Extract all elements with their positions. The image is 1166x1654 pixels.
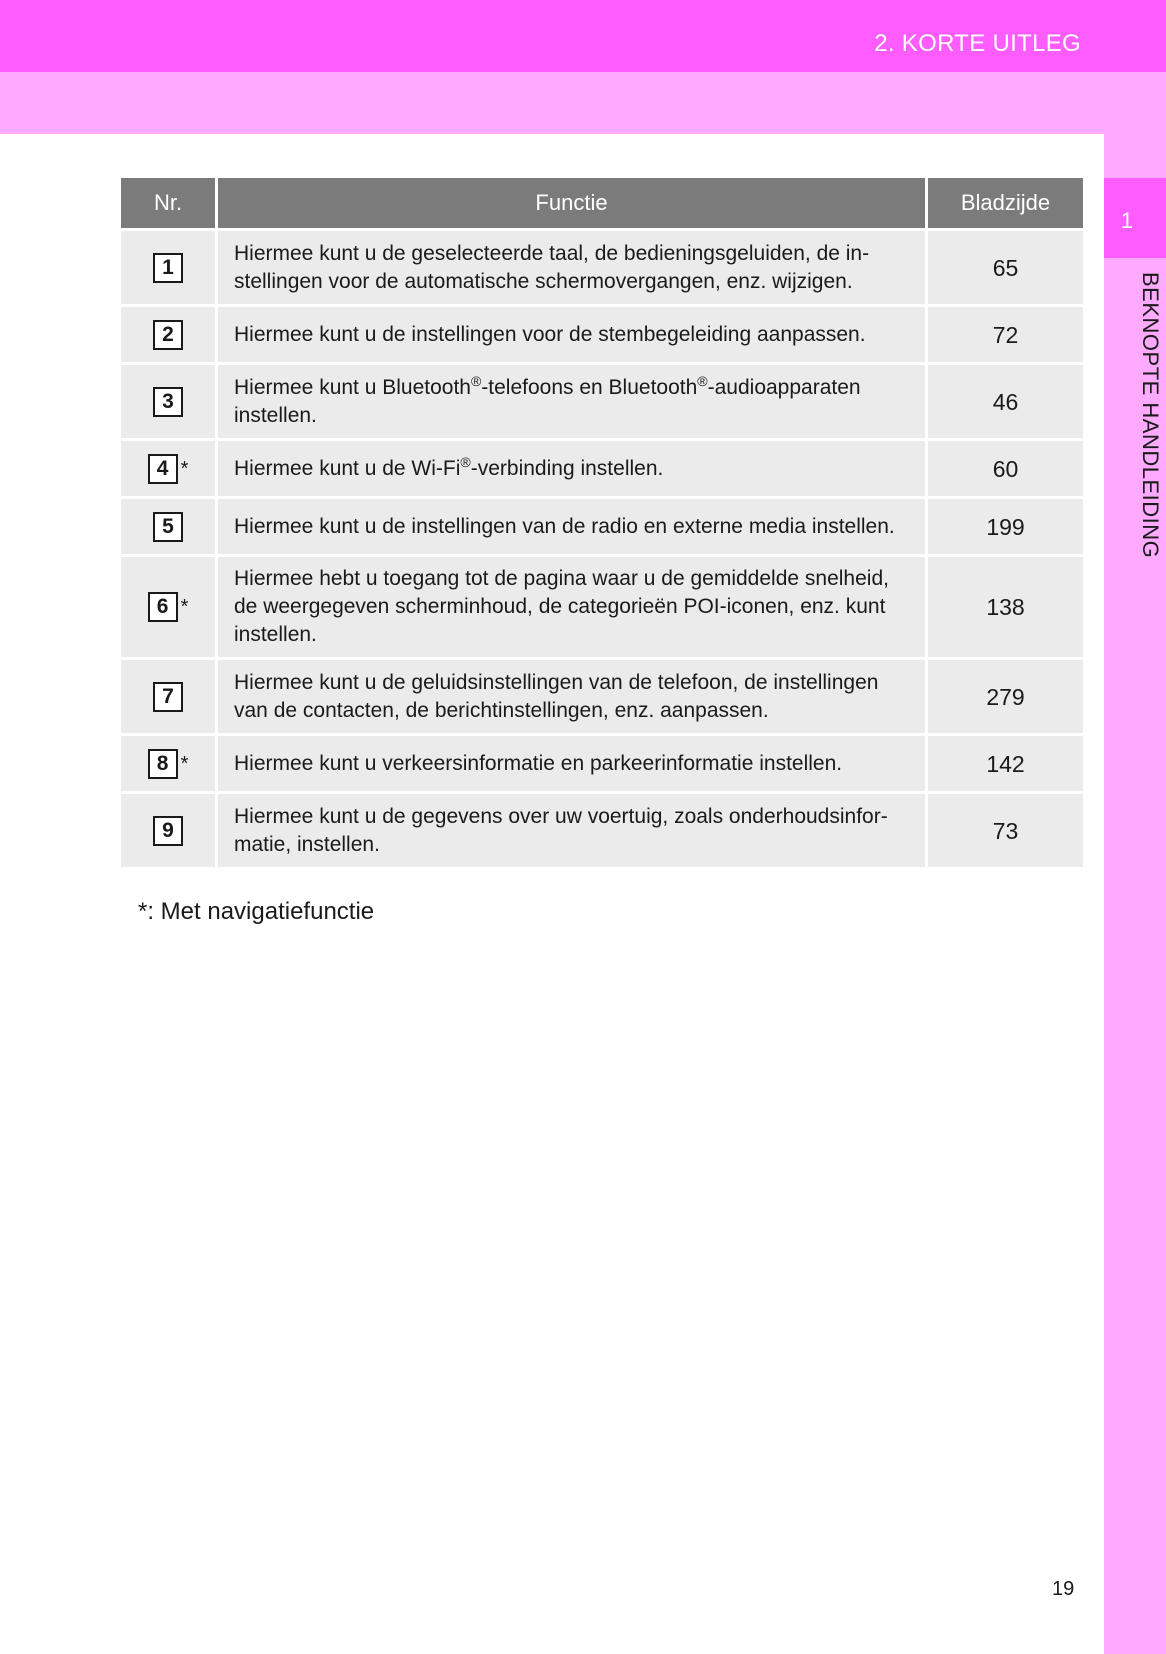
function-text: Hiermee kunt u de Wi-Fi — [234, 456, 461, 480]
table-row — [121, 438, 1083, 496]
row-number-cell — [121, 657, 215, 733]
header-nr: Nr. — [121, 178, 215, 228]
navigation-asterisk: * — [180, 752, 189, 775]
function-cell: Hiermee kunt u de instellingen voor de stembegeleiding aanpassen. — [215, 304, 925, 362]
function-text: -audioapparaten instellen. — [234, 375, 861, 427]
table-row — [121, 362, 1083, 438]
function-cell: Hiermee kunt u de instellingen van de radio en externe media instellen. — [215, 496, 925, 554]
number-box: 6 — [148, 592, 178, 622]
row-number-cell — [121, 228, 215, 304]
chapter-number: 1 — [1120, 208, 1134, 233]
function-cell — [215, 438, 925, 496]
table-header-row — [121, 178, 1083, 228]
function-cell: Hiermee hebt u toegang tot de pagina waar u de gemiddelde snelheid, de weergegeven scherminhoud, de categorieën POI-iconen, enz. kunt instellen. — [215, 554, 925, 657]
row-number-cell — [121, 496, 215, 554]
page-cell: 46 — [925, 362, 1083, 438]
table-row — [121, 657, 1083, 733]
header-sub-band — [0, 72, 1166, 134]
function-cell: Hiermee kunt u de geluidsinstellingen van de telefoon, de instellingen van de contacten, de berichtinstellingen, enz. aanpassen. — [215, 657, 925, 733]
table-row — [121, 733, 1083, 791]
row-number-cell — [121, 438, 215, 496]
page-cell: 72 — [925, 304, 1083, 362]
page-cell: 142 — [925, 733, 1083, 791]
registered-mark: ® — [470, 372, 482, 389]
table-row — [121, 554, 1083, 657]
section-title: 2. KORTE UITLEG — [874, 30, 1081, 57]
navigation-asterisk: * — [180, 596, 189, 618]
number-box: 4 — [148, 454, 178, 484]
page-cell: 279 — [925, 657, 1083, 733]
number-box: 5 — [153, 512, 183, 542]
function-text: -verbinding instellen. — [470, 456, 664, 480]
number-box: 3 — [153, 387, 183, 417]
function-text: Hiermee kunt u Bluetooth — [234, 375, 471, 399]
number-box: 8 — [148, 749, 178, 779]
navigation-asterisk: * — [180, 457, 189, 480]
table-row — [121, 791, 1083, 867]
number-box: 7 — [153, 682, 183, 712]
number-box: 1 — [153, 253, 183, 283]
row-number-cell — [121, 362, 215, 438]
function-cell: Hiermee kunt u de gegevens over uw voertuig, zoals onderhoudsinfor-matie, instellen. — [215, 791, 925, 867]
function-text: -telefoons en Bluetooth — [481, 375, 698, 399]
row-number-cell — [121, 733, 215, 791]
number-box: 2 — [153, 320, 183, 350]
page-cell: 73 — [925, 791, 1083, 867]
row-number-cell — [121, 554, 215, 657]
footnote: *: Met navigatiefunctie — [138, 898, 375, 925]
header-page: Bladzijde — [925, 178, 1083, 228]
registered-mark: ® — [697, 372, 708, 389]
page-cell: 65 — [925, 228, 1083, 304]
number-box: 9 — [153, 816, 183, 846]
function-cell: Hiermee kunt u verkeersinformatie en parkeerinformatie instellen. — [215, 733, 925, 791]
row-number-cell — [121, 304, 215, 362]
table-row — [121, 304, 1083, 362]
page-cell: 138 — [925, 554, 1083, 657]
row-number-cell — [121, 791, 215, 867]
page-cell: 199 — [925, 496, 1083, 554]
chapter-label: BEKNOPTE HANDLEIDING — [1138, 272, 1163, 559]
page-cell: 60 — [925, 438, 1083, 496]
page-number: 19 — [1052, 1578, 1075, 1600]
registered-mark: ® — [460, 453, 471, 470]
function-table — [121, 178, 1083, 867]
function-cell: Hiermee kunt u de geselecteerde taal, de bedieningsgeluiden, de in-stellingen voor de automatische schermovergangen, enz. wijzigen. — [215, 228, 925, 304]
table-row — [121, 228, 1083, 304]
function-cell — [215, 362, 925, 438]
header-function: Functie — [215, 178, 925, 228]
table-row — [121, 496, 1083, 554]
